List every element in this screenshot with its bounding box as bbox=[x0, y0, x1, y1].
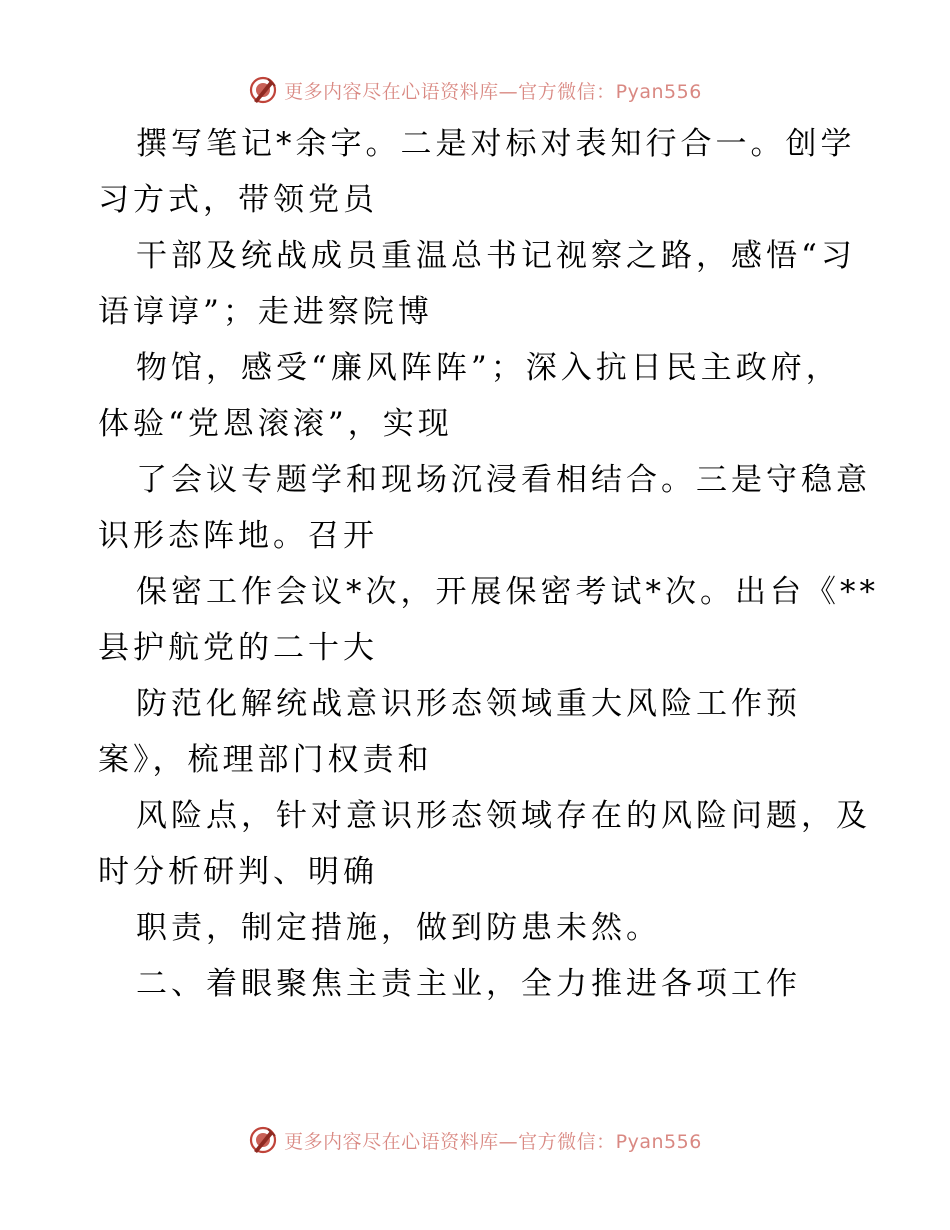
paragraph bbox=[98, 116, 858, 228]
paragraph bbox=[98, 452, 871, 564]
line-text: 干部及统战成员重温总书记视察之路，感悟“习 bbox=[136, 238, 856, 274]
header-banner-text: 更多内容尽在心语资料库—官方微信：Pyan556 bbox=[284, 80, 702, 103]
footer-banner bbox=[0, 1120, 950, 1160]
paragraph bbox=[98, 788, 871, 900]
line-text: 了会议专题学和现场沉浸看相结合。三是守稳意 bbox=[136, 462, 871, 498]
line-text: 习方式，带领党员 bbox=[98, 182, 378, 218]
line-text: 物馆，感受“廉风阵阵”；深入抗日民主政府， bbox=[136, 350, 841, 386]
line-text: 体验“党恩滚滚”，实现 bbox=[98, 406, 453, 442]
line-text: 保密工作会议*次，开展保密考试*次。出台《** bbox=[136, 574, 879, 610]
paragraph bbox=[98, 564, 879, 676]
quill-seal-icon bbox=[248, 75, 278, 105]
line-text: 职责，制定措施，做到防患未然。 bbox=[136, 910, 661, 946]
line-text: 案》，梳理部门权责和 bbox=[98, 742, 433, 778]
line-text: 撰写笔记*余字。二是对标对表知行合一。创学 bbox=[136, 126, 856, 162]
heading-text: 二、着眼聚焦主责主业，全力推进各项工作 bbox=[136, 966, 801, 1002]
quill-seal-icon bbox=[248, 1125, 278, 1155]
section-heading bbox=[98, 956, 858, 1012]
document-body bbox=[98, 116, 879, 1012]
line-text: 语谆谆”；走进察院博 bbox=[98, 294, 433, 330]
paragraph bbox=[98, 676, 858, 788]
line-text: 县护航党的二十大 bbox=[98, 630, 378, 666]
header-banner bbox=[0, 70, 950, 110]
paragraph bbox=[98, 340, 858, 452]
line-text: 识形态阵地。召开 bbox=[98, 518, 378, 554]
line-text: 风险点，针对意识形态领域存在的风险问题，及 bbox=[136, 798, 871, 834]
line-text: 时分析研判、明确 bbox=[98, 854, 378, 890]
footer-banner-text: 更多内容尽在心语资料库—官方微信：Pyan556 bbox=[284, 1130, 702, 1153]
line-text: 防范化解统战意识形态领域重大风险工作预 bbox=[136, 686, 801, 722]
paragraph bbox=[98, 228, 858, 340]
paragraph bbox=[98, 900, 858, 956]
